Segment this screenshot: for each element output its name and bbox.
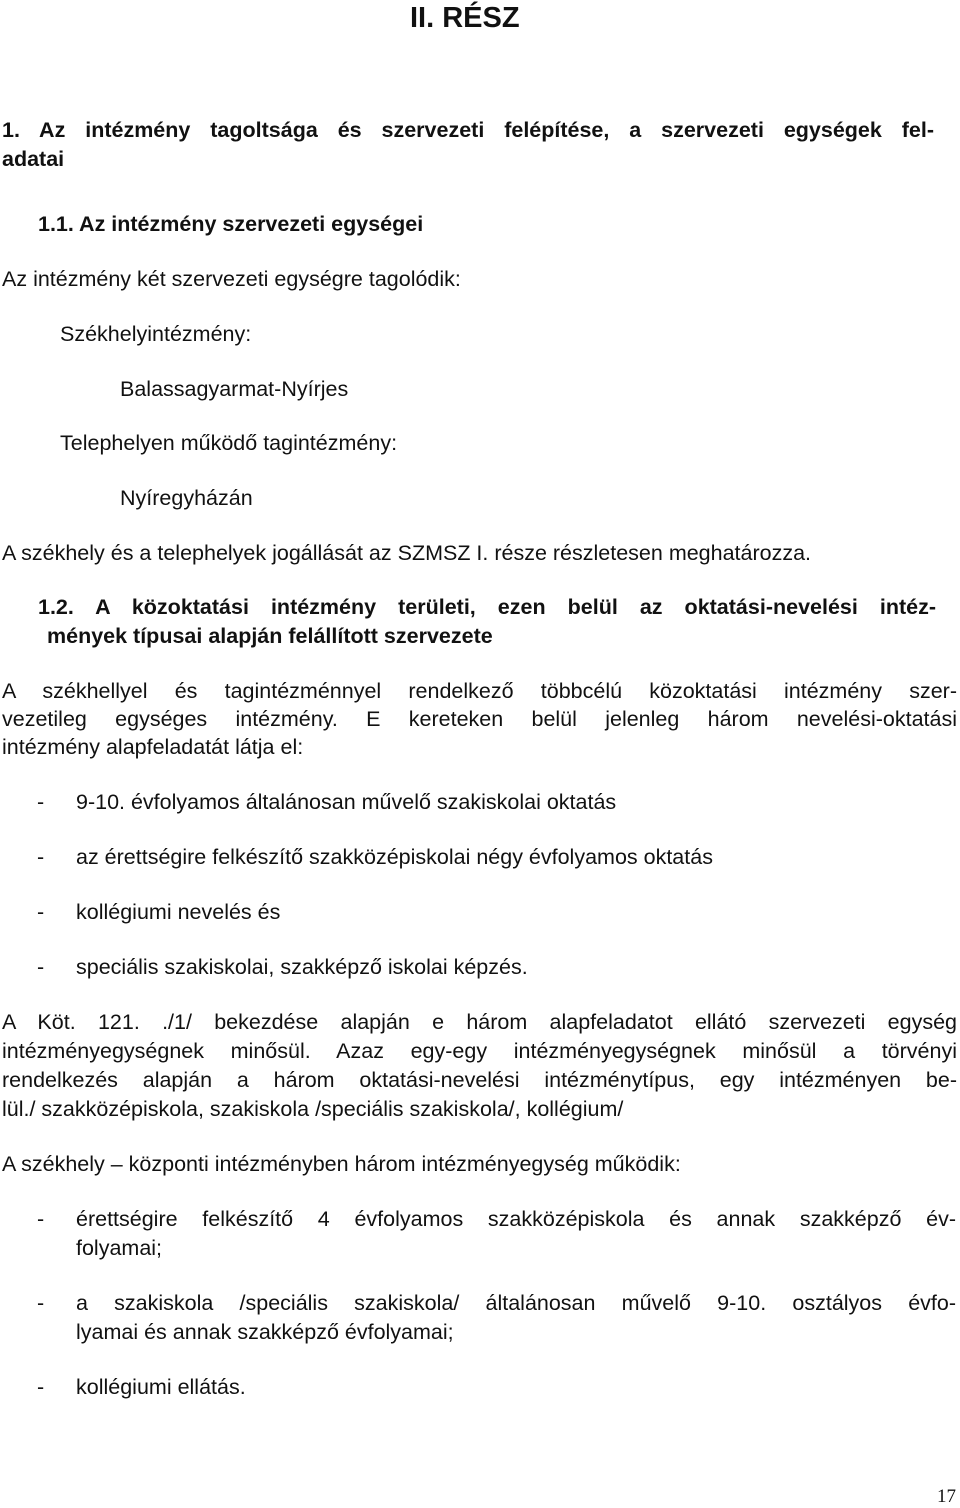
paragraph-line: intézményegységnek minősül. Azaz egy-egy intézményegységnek minősül a törvényi xyxy=(2,1039,957,1063)
subsection-heading-1-2: 1.2. A közoktatási intézmény területi, ezen belül az oktatási-nevelési intéz- xyxy=(38,595,936,619)
list-dash: - xyxy=(37,1207,45,1231)
seat-label: Székhelyintézmény: xyxy=(60,322,252,346)
part-title: II. RÉSZ xyxy=(410,2,520,34)
paragraph-text: A székhely – központi intézményben három intézményegység működik: xyxy=(2,1152,681,1176)
list-item: speciális szakiskolai, szakképző iskolai képzés. xyxy=(76,955,528,979)
list-item: kollégiumi nevelés és xyxy=(76,900,281,924)
paragraph-line: intézmény alapfeladatát látja el: xyxy=(2,735,304,759)
list-item: kollégiumi ellátás. xyxy=(76,1375,246,1399)
subsection-heading-1-2-cont: mények típusai alapján felállított szervezete xyxy=(47,624,493,648)
site-label: Telephelyen működő tagintézmény: xyxy=(60,431,398,455)
list-dash: - xyxy=(37,845,45,869)
seat-value: Balassagyarmat-Nyírjes xyxy=(120,377,349,401)
paragraph-line: lül./ szakközépiskola, szakiskola /speciális szakiskola/, kollégium/ xyxy=(2,1097,624,1121)
paragraph-line: vezetileg egységes intézmény. E kereteken belül jelenleg három nevelési-oktatási xyxy=(2,707,957,731)
section-heading-1-cont: adatai xyxy=(2,147,65,171)
list-item: az érettségire felkészítő szakközépiskolai négy évfolyamos oktatás xyxy=(76,845,713,869)
paragraph-line: rendelkezés alapján a három oktatási-nevelési intézménytípus, egy intézményen be- xyxy=(2,1068,957,1092)
list-item-cont: lyamai és annak szakképző évfolyamai; xyxy=(76,1320,454,1344)
list-item: 9-10. évfolyamos általánosan művelő szakiskolai oktatás xyxy=(76,790,617,814)
paragraph-text: A székhely és a telephelyek jogállását az SZMSZ I. része részletesen meghatározza. xyxy=(2,541,812,565)
paragraph-line: A Köt. 121. ./1/ bekezdése alapján e három alapfeladatot ellátó szervezeti egység xyxy=(2,1010,957,1034)
section-heading-1: 1. Az intézmény tagoltsága és szervezeti felépítése, a szervezeti egységek fel- xyxy=(2,118,934,142)
page-number: 17 xyxy=(937,1486,956,1507)
list-dash: - xyxy=(37,1291,45,1315)
list-item-cont: folyamai; xyxy=(76,1236,163,1260)
list-dash: - xyxy=(37,1375,45,1399)
list-item: érettségire felkészítő 4 évfolyamos szakközépiskola és annak szakképző év- xyxy=(76,1207,956,1231)
paragraph-text: Az intézmény két szervezeti egységre tagolódik: xyxy=(2,267,461,291)
site-value: Nyíregyházán xyxy=(120,486,253,510)
list-dash: - xyxy=(37,790,45,814)
list-dash: - xyxy=(37,955,45,979)
paragraph-line: A székhellyel és tagintézménnyel rendelkező többcélú közoktatási intézmény szer- xyxy=(2,679,957,703)
list-dash: - xyxy=(37,900,45,924)
list-item: a szakiskola /speciális szakiskola/ általánosan művelő 9-10. osztályos évfo- xyxy=(76,1291,956,1315)
subsection-heading-1-1: 1.1. Az intézmény szervezeti egységei xyxy=(38,212,424,236)
